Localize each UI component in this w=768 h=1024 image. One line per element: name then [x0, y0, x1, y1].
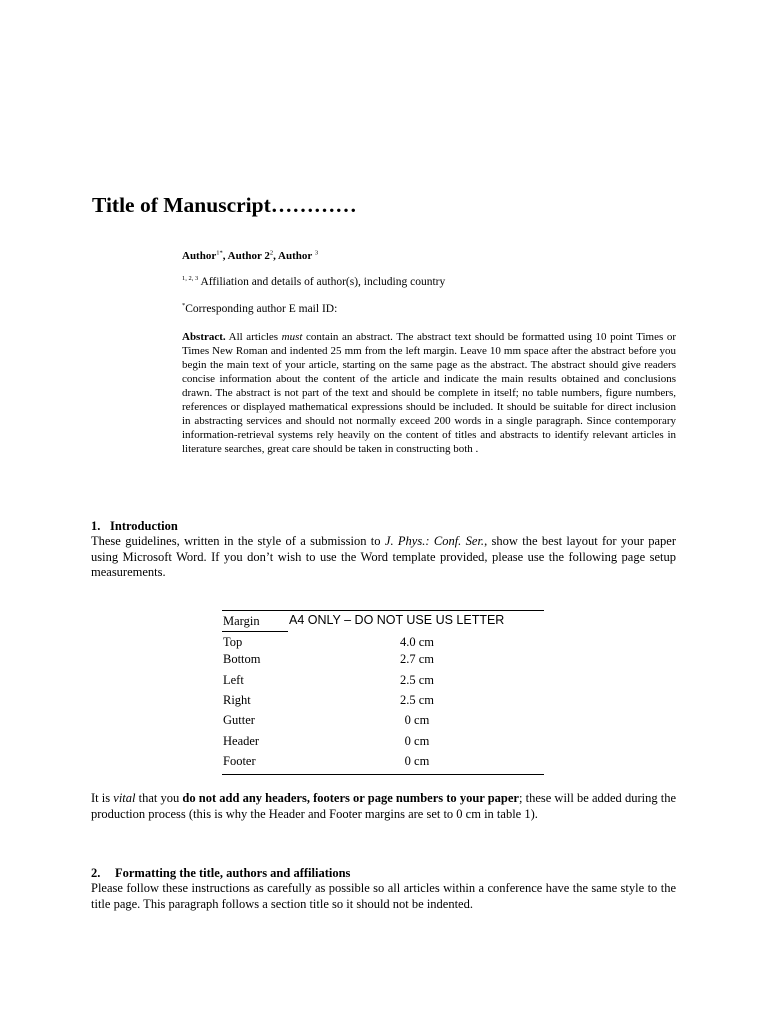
vital-emphasis: vital: [113, 791, 136, 805]
table-row: [222, 635, 544, 653]
section-1-title: Introduction: [110, 519, 178, 533]
table-header-rule: [222, 631, 288, 632]
author-3-marker: 3: [314, 249, 319, 257]
abstract-paragraph: [182, 330, 676, 456]
author-2-marker: 2: [269, 249, 274, 257]
corresponding-marker: *: [182, 302, 186, 310]
table-row-value: 0 cm: [404, 754, 430, 768]
author-1-marker: 1*: [216, 249, 223, 257]
section-2-title: Formatting the title, authors and affiliations: [115, 866, 351, 880]
table-row-label: Header: [223, 734, 260, 748]
author-2-name: , Author 2: [222, 250, 270, 262]
section-2-paragraph-1: Please follow these instructions as carefully as possible so all articles within a conference have the same style to the title page. This paragraph follows a section title so it should not be indented.: [91, 881, 676, 911]
table-row-value: 4.0 cm: [399, 635, 435, 649]
table-row-label: Gutter: [223, 713, 255, 727]
table-row-value: 2.5 cm: [399, 693, 435, 707]
section-1-heading: [91, 519, 178, 534]
table-row: [222, 734, 544, 752]
table-row-label: Footer: [223, 754, 256, 768]
table-row: [222, 693, 544, 711]
corresponding-text: Corresponding author E mail ID:: [185, 303, 338, 315]
table-row-label: Top: [223, 635, 243, 649]
table-row-value: 2.5 cm: [399, 673, 435, 687]
corresponding-author-line: [182, 303, 337, 315]
paragraph-text: that you: [135, 791, 183, 805]
table-header-a4: A4 ONLY – DO NOT USE US LETTER: [289, 613, 505, 627]
table-bottom-rule: [222, 774, 544, 775]
paragraph-text: It is: [91, 791, 114, 805]
warning-bold-text: do not add any headers, footers or page numbers to your paper: [182, 791, 519, 805]
abstract-text-rest: contain an abstract. The abstract text should be formatted using 10 point Times or Times New Roman and indented 25 mm from the left margin. Leave 10 mm space after the abstract before you begin the main text of your article, starting on the same page as the abstract. The abstract should give readers concise information about the content of the article and indicate the main results obtained and conclusions drawn. The abstract is not part of the text and should be complete in itself; no table numbers, figure numbers, references or displayed mathematical expressions should be included. It should be suitable for direct inclusion in abstracting services and should not normally exceed 200 words in a single paragraph. Since contemporary information-retrieval systems rely heavily on the content of titles and abstracts to identify relevant articles in literature searches, great care should be taken in constructing both .: [182, 331, 676, 455]
abstract-label: Abstract.: [182, 331, 226, 343]
abstract-emphasis: must: [281, 331, 303, 343]
author-3-name: , Author: [273, 250, 315, 262]
section-1-paragraph-2: [91, 791, 676, 822]
affiliation-text: Affiliation and details of author(s), including country: [198, 276, 446, 288]
table-row: [222, 673, 544, 691]
author-1-name: Author: [182, 250, 217, 262]
table-row-value: 2.7 cm: [399, 652, 435, 666]
table-row-value: 0 cm: [404, 734, 430, 748]
table-row-label: Bottom: [223, 652, 261, 666]
manuscript-title: Title of Manuscript…………: [92, 193, 357, 217]
affiliation-line: [182, 276, 445, 288]
section-1-paragraph-1: [91, 534, 676, 581]
section-1-number: 1.: [91, 519, 101, 533]
table-row-label: Left: [223, 673, 244, 687]
table-header-margin: Margin: [223, 614, 260, 628]
table-row: [222, 652, 544, 670]
table-top-rule: [222, 610, 544, 611]
table-row: [222, 754, 544, 772]
paragraph-text: ; these will be added during the production process (this is why the Header and Footer margins are set to 0 cm in table 1).: [91, 791, 676, 821]
affiliation-markers: 1, 2, 3: [182, 275, 199, 283]
table-row-value: 0 cm: [404, 713, 430, 727]
author-list: [182, 250, 318, 262]
journal-name: J. Phys.: Conf. Ser.: [384, 534, 485, 548]
paragraph-text: , show the best layout for your paper using Microsoft Word. If you don’t wish to use the Word template provided, please use the following page setup measurements.: [91, 534, 676, 579]
table-row: [222, 713, 544, 731]
table-row-label: Right: [223, 693, 251, 707]
section-2-heading: [91, 866, 350, 881]
section-2-number: 2.: [91, 866, 101, 880]
abstract-text-start: All articles: [225, 331, 282, 343]
paragraph-text: These guidelines, written in the style of a submission to: [91, 534, 385, 548]
